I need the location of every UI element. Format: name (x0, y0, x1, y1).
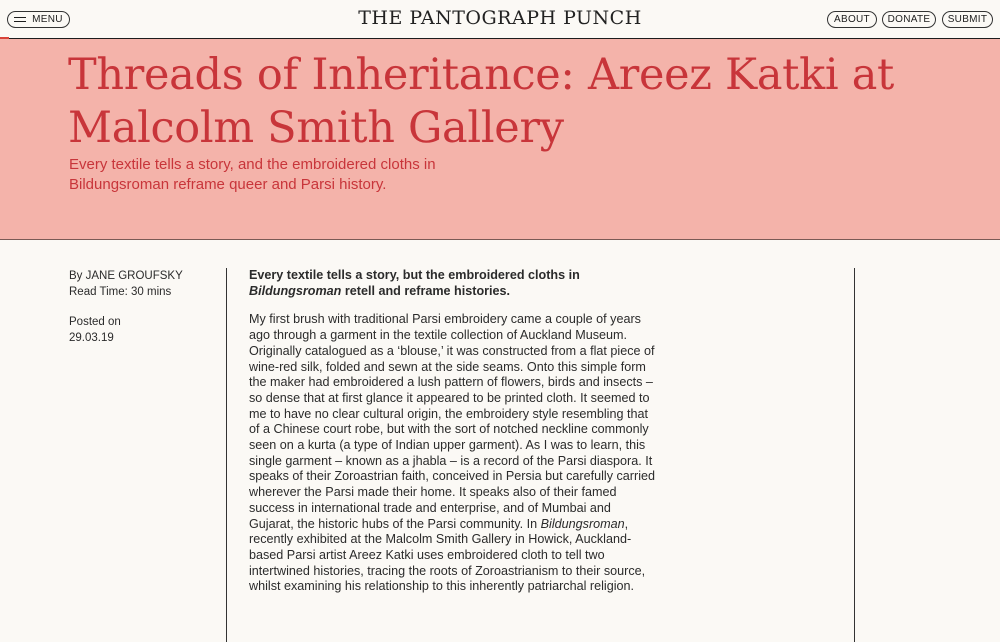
paragraph-italic-title: Bildungsroman (540, 516, 625, 531)
article-body[interactable] (249, 268, 659, 595)
submit-button[interactable]: SUBMIT (942, 11, 993, 28)
site-header (0, 0, 1000, 39)
article-meta (69, 268, 209, 346)
read-time: Read Time: 30 mins (69, 286, 172, 298)
about-button[interactable]: ABOUT (827, 11, 877, 28)
site-title[interactable]: THE PANTOGRAPH PUNCH (358, 7, 642, 29)
article-lede: Every textile tells a story, but the embroidered cloths in Bildungsroman retell and reframe histories. (249, 268, 580, 298)
byline: By JANE GROUFSKY (69, 270, 183, 282)
posted-date: 29.03.19 (69, 332, 114, 344)
column-divider-left (226, 268, 227, 642)
article-hero (0, 39, 1000, 240)
posted-label: Posted on (69, 316, 121, 328)
menu-label: MENU (32, 14, 63, 25)
article-title: Threads of Inheritance: Areez Katki at Malcolm Smith Gallery (68, 50, 895, 153)
article-paragraph: My first brush with traditional Parsi embroidery came a couple of years ago through a garment in the textile collection of Auckland Museum. Originally catalogued as a ‘blouse,’ it was constructed from a flat piece of wine-red silk, folded and sewn at the side seams. Onto this simple form the maker had embroidered a lush pattern of flowers, birds and insects – so dense that at first glance it appeared to be printed cloth. It seemed to me to have no clear cultural origin, the embroidery style resembling that of a Chinese court robe, but with the sort of notched neckline commonly seen on a kurta (a type of Indian upper garment). As I was to learn, this single garment – known as a jhabla – is a record of the Parsi diaspora. It speaks of their Zoroastrian faith, conceived in Persia but carefully carried wherever the Parsi made their home. It speaks also of their famed success in international trade and enterprise, and of Mumbai and Gujarat, the historic hubs of the Parsi community. In Bildungsroman, recently exhibited at the Malcolm Smith Gallery in Howick, Auckland-based Parsi artist Areez Katki uses embroidered cloth to tell two intertwined histories, tracing the roots of Zoroastrianism to their source, whilst examining his relationship to this inherently patriarchal religion. (249, 312, 655, 594)
donate-button[interactable]: DONATE (882, 11, 936, 28)
article-subtitle: Every textile tells a story, and the embroidered cloths in Bildungsroman reframe queer and Parsi history. (69, 156, 436, 193)
column-divider-right (854, 268, 855, 642)
lede-italic-title: Bildungsroman (249, 283, 342, 298)
